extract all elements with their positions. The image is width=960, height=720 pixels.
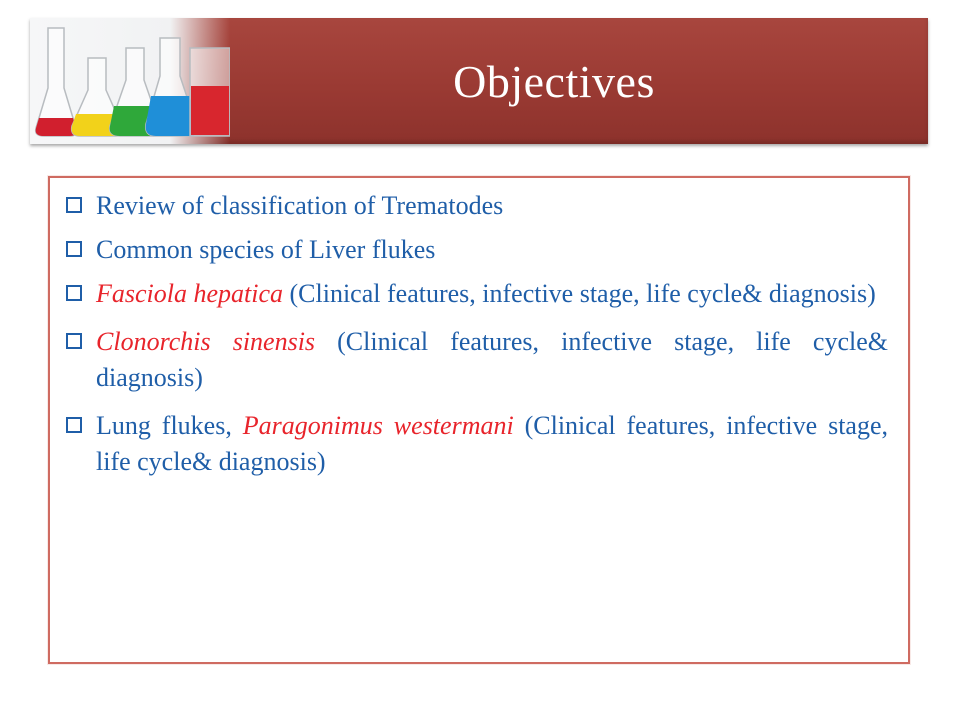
list-item <box>66 324 888 396</box>
objective-text: Common species of Liver flukes <box>96 235 436 264</box>
checkbox-bullet-icon <box>66 285 82 301</box>
list-item <box>66 276 888 312</box>
list-item <box>66 408 888 480</box>
objective-prefix: Lung flukes, <box>96 411 243 440</box>
objective-text: Review of classification of Trematodes <box>96 191 504 220</box>
slide-title: Objectives <box>453 55 655 107</box>
checkbox-bullet-icon <box>66 417 82 433</box>
species-name: Clonorchis sinensis <box>96 327 316 356</box>
species-name: Fasciola hepatica <box>96 279 284 308</box>
objective-text: (Clinical features, infective stage, life cycle& diagnosis) <box>96 411 888 476</box>
species-name: Paragonimus westermani <box>242 411 514 440</box>
objectives-list <box>66 188 888 492</box>
list-item <box>66 188 888 224</box>
checkbox-bullet-icon <box>66 241 82 257</box>
objectives-box <box>48 176 910 664</box>
title-banner <box>30 18 928 144</box>
list-item <box>66 232 888 268</box>
objective-text: (Clinical features, infective stage, life cycle& diagnosis) <box>96 327 888 392</box>
checkbox-bullet-icon <box>66 333 82 349</box>
checkbox-bullet-icon <box>66 197 82 213</box>
objective-text: (Clinical features, infective stage, life cycle& diagnosis) <box>283 279 876 308</box>
